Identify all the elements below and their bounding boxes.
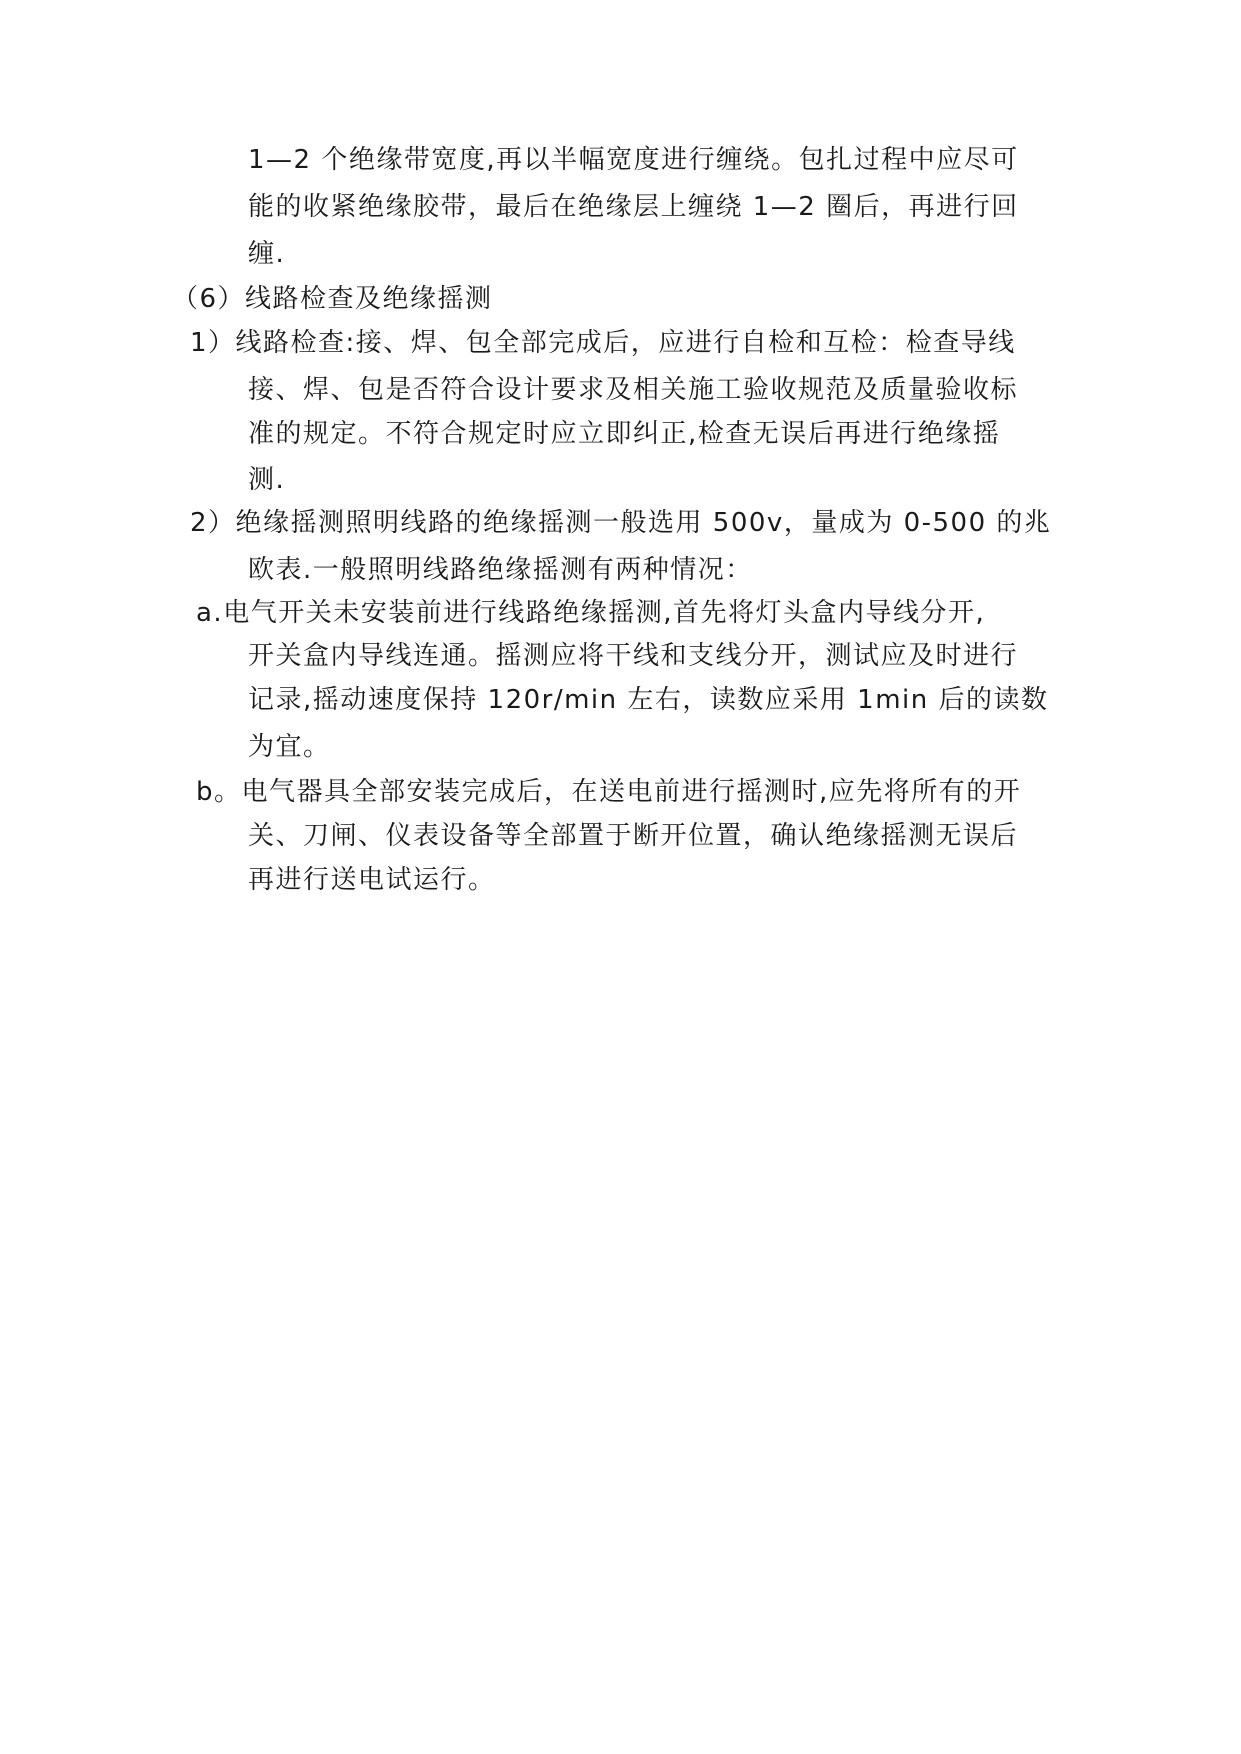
paragraph-line: 开关盒内导线连通。摇测应将干线和支线分开，测试应及时进行 bbox=[248, 641, 1019, 671]
paragraph-line: 关、刀闸、仪表设备等全部置于断开位置，确认绝缘摇测无误后 bbox=[248, 821, 1019, 851]
section-heading: （6）线路检查及绝缘摇测 bbox=[172, 284, 493, 314]
paragraph-line: 缠. bbox=[248, 239, 286, 269]
paragraph-line: 1）线路检查:接、焊、包全部完成后，应进行自检和互检：检查导线 bbox=[190, 328, 1016, 358]
paragraph-line: 再进行送电试运行。 bbox=[248, 865, 496, 895]
paragraph-line: 为宜。 bbox=[248, 732, 331, 762]
paragraph-line: 能的收紧绝缘胶带，最后在绝缘层上缠绕 1—2 圈后，再进行回 bbox=[248, 192, 1019, 222]
paragraph-line: 测. bbox=[248, 465, 286, 495]
paragraph-line: 1—2 个绝缘带宽度,再以半幅宽度进行缠绕。包扎过程中应尽可 bbox=[248, 145, 1019, 175]
paragraph-line: b。电气器具全部安装完成后，在送电前进行摇测时,应先将所有的开 bbox=[196, 777, 1022, 807]
paragraph-line: 欧表.一般照明线路绝缘摇测有两种情况： bbox=[248, 555, 753, 585]
paragraph-line: 准的规定。不符合规定时应立即纠正,检查无误后再进行绝缘摇 bbox=[248, 419, 1001, 449]
paragraph-line: 2）绝缘摇测照明线路的绝缘摇测一般选用 500v，量成为 0-500 的兆 bbox=[190, 508, 1052, 538]
paragraph-line: a.电气开关未安装前进行线路绝缘摇测,首先将灯头盒内导线分开, bbox=[196, 598, 986, 628]
paragraph-line: 接、焊、包是否符合设计要求及相关施工验收规范及质量验收标 bbox=[248, 375, 1019, 405]
paragraph-line: 记录,摇动速度保持 120r/min 左右，读数应采用 1min 后的读数 bbox=[248, 685, 1049, 715]
